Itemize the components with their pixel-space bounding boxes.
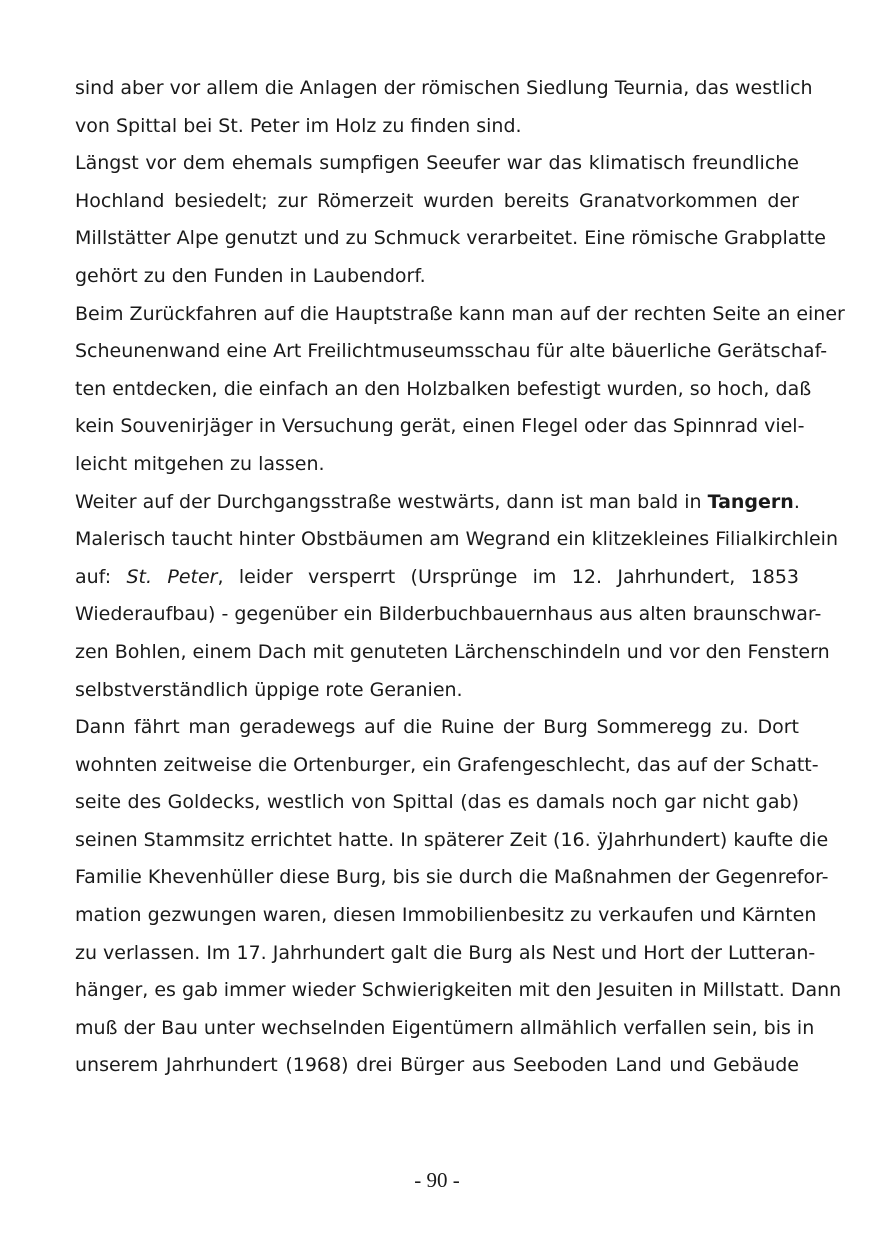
text-line: leicht mitgehen zu lassen. <box>75 452 325 475</box>
text-line: Millstätter Alpe genutzt und zu Schmuck verarbeitet. Eine römische Grabplatte <box>75 227 826 250</box>
paragraph <box>75 296 845 484</box>
text-run: Weiter auf der Durchgangsstraße westwärts, dann ist man bald in <box>75 490 708 513</box>
text-line: kein Souvenirjäger in Versuchung gerät, einen Flegel oder das Spinnrad viel- <box>75 415 805 438</box>
text-line: seinen Stammsitz errichtet hatte. In späterer Zeit (16. ÿJahrhundert) kaufte die <box>75 828 829 851</box>
text-line: Malerisch taucht hinter Obstbäumen am Wegrand ein klitzekleines Filialkirchlein <box>75 528 838 551</box>
text-line: Hochland besiedelt; zur Römerzeit wurden bereits Granatvorkommen der <box>75 189 799 212</box>
paragraph <box>75 709 842 1085</box>
text-line: unserem Jahrhundert (1968) drei Bürger aus Seeboden Land und Gebäude <box>75 1054 799 1077</box>
text-line: muß der Bau unter wechselnden Eigentümern allmählich verfallen sein, bis in <box>75 1016 815 1039</box>
text-line: wohnten zeitweise die Ortenburger, ein Grafengeschlecht, das auf der Schatt- <box>75 753 819 776</box>
paragraph <box>75 484 838 710</box>
paragraph <box>75 70 813 145</box>
church-name-st-peter: St. Peter <box>126 565 218 588</box>
text-run: , leider versperrt (Ursprünge im 12. Jahrhundert, 1853 <box>217 565 800 588</box>
text-line: seite des Goldecks, westlich von Spittal (das es damals noch gar nicht gab) <box>75 791 799 814</box>
place-name-tangern: Tangern <box>707 490 794 513</box>
text-line: gehört zu den Funden in Laubendorf. <box>75 264 426 287</box>
paragraph <box>75 145 826 295</box>
text-line: zu verlassen. Im 17. Jahrhundert galt die Burg als Nest und Hort der Lutteran- <box>75 941 816 964</box>
text-line: sind aber vor allem die Anlagen der römischen Siedlung Teurnia, das westlich <box>75 77 813 99</box>
text-line: Scheunenwand eine Art Freilichtmuseumsschau für alte bäuerliche Gerätschaf- <box>75 340 828 363</box>
text-line: mation gezwungen waren, diesen Immobilienbesitz zu verkaufen und Kärnten <box>75 904 817 927</box>
text-line: Längst vor dem ehemals sumpfigen Seeufer war das klimatisch freundliche <box>75 152 799 175</box>
text-line: selbstverständlich üppige rote Geranien. <box>75 678 463 701</box>
text-line <box>75 484 799 522</box>
text-line: Dann fährt man geradewegs auf die Ruine der Burg Sommeregg zu. Dort <box>75 716 799 739</box>
text-line: Beim Zurückfahren auf die Hauptstraße kann man auf der rechten Seite an einer <box>75 302 845 325</box>
body-text <box>75 70 845 1085</box>
text-line: Familie Khevenhüller diese Burg, bis sie durch die Maßnahmen der Gegenrefor- <box>75 866 829 889</box>
text-run: . <box>793 490 800 513</box>
text-line: von Spittal bei St. Peter im Holz zu finden sind. <box>75 114 522 137</box>
text-run: auf: <box>75 565 127 588</box>
text-line: ten entdecken, die einfach an den Holzbalken befestigt wurden, so hoch, daß <box>75 377 812 400</box>
text-line <box>75 559 799 597</box>
text-line: hänger, es gab immer wieder Schwierigkeiten mit den Jesuiten in Millstatt. Dann <box>75 979 842 1002</box>
text-line: zen Bohlen, einem Dach mit genuteten Lärchenschindeln und vor den Fenstern <box>75 640 830 663</box>
page-number: - 90 - <box>414 1168 460 1192</box>
text-line: Wiederaufbau) - gegenüber ein Bilderbuchbauernhaus aus alten braunschwar- <box>75 603 822 626</box>
